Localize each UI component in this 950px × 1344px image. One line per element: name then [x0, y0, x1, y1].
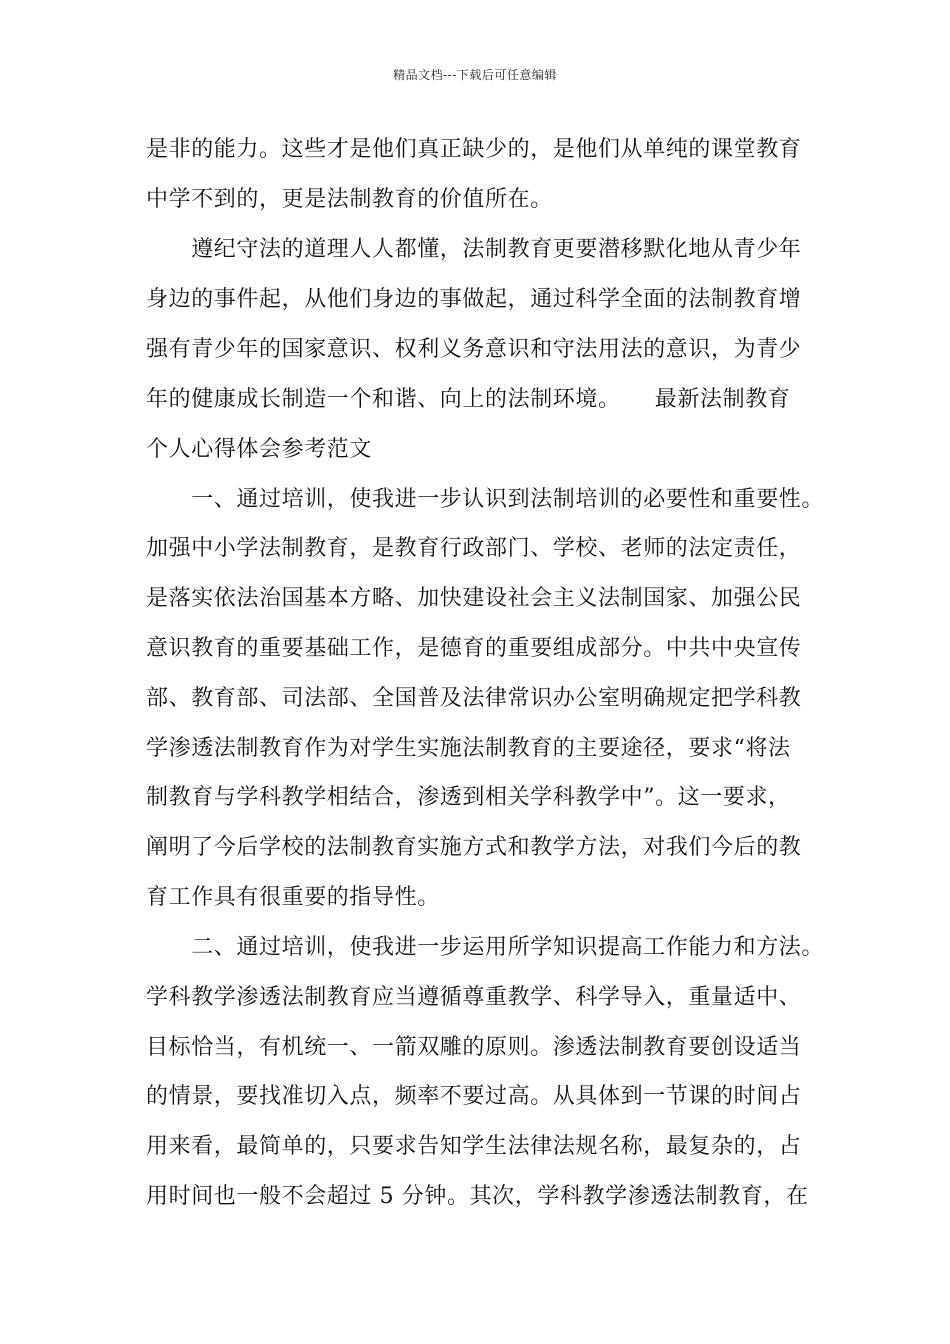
page-header: 精品文档---下载后可任意编辑: [393, 68, 557, 82]
text-line: 加强中小学法制教育，是教育行政部门、学校、老师的法定责任，: [146, 536, 802, 561]
text-line: 阐明了今后学校的法制教育实施方式和教学方法，对我们今后的教: [146, 835, 802, 860]
text-line: 目标恰当，有机统一、一箭双雕的原则。渗透法制教育要创设适当: [146, 1035, 802, 1060]
text-line: 二、通过培训，使我进一步运用所学知识提高工作能力和方法。: [146, 935, 825, 960]
text-line: 学渗透法制教育作为对学生实施法制教育的主要途径，要求“将法: [146, 736, 791, 761]
text-line: 是落实依法治国基本方略、加快建设社会主义法制国家、加强公民: [146, 586, 802, 611]
text-line: 意识教育的重要基础工作，是德育的重要组成部分。中共中央宣传: [146, 636, 802, 661]
text-line: 遵纪守法的道理人人都懂，法制教育更要潜移默化地从青少年: [146, 237, 802, 262]
text-line: 育工作具有很重要的指导性。: [146, 885, 440, 910]
text-line: 是非的能力。这些才是他们真正缺少的，是他们从单纯的课堂教育: [146, 137, 802, 162]
text-line: 学科教学渗透法制教育应当遵循尊重教学、科学导入，重量适中、: [146, 985, 802, 1010]
text-line: 制教育与学科教学相结合，渗透到相关学科教学中”。这一要求，: [146, 785, 791, 810]
text-line: 的情景，要找准切入点，频率不要过高。从具体到一节课的时间占: [146, 1084, 802, 1109]
text-line: 部、教育部、司法部、全国普及法律常识办公室明确规定把学科教: [146, 686, 802, 711]
text-line: 身边的事件起，从他们身边的事做起，通过科学全面的法制教育增: [146, 287, 802, 312]
text-line: 强有青少年的国家意识、权利义务意识和守法用法的意识，为青少: [146, 337, 802, 362]
text-line: 用来看，最简单的，只要求告知学生法律法规名称，最复杂的，占: [146, 1134, 802, 1159]
text-line: 年的健康成长制造一个和谐、向上的法制环境。 最新法制教育: [146, 387, 791, 412]
text-line: 中学不到的，更是法制教育的价值所在。: [146, 187, 553, 212]
text-line: 个人心得体会参考范文: [146, 437, 373, 462]
text-line: 用时间也一般不会超过 5 分钟。其次，学科教学渗透法制教育，在: [146, 1184, 809, 1209]
text-line: 一、通过培训，使我进一步认识到法制培训的必要性和重要性。: [146, 487, 825, 512]
